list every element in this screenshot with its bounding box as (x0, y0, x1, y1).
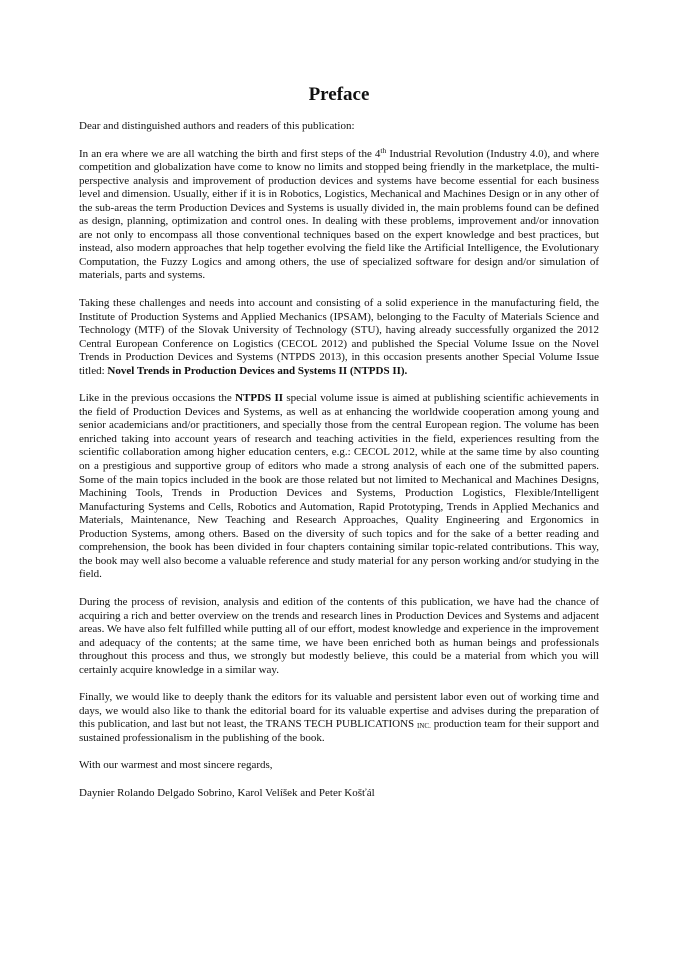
paragraph-1-text-a: In an era where we are all watching the birth and first steps of the 4 (79, 147, 381, 160)
paragraph-3-text-b: special volume issue is aimed at publishing scientific achievements in the field of Production Devices and Systems, as well as at enhancing the worldwide cooperation among young and senior academicians and/or practitioners, and specially those from the central European region. The volume has been enriched taking into account years of research and teaching activities in the field, experiences resulting from the scientific collaboration among higher education centers, e.g.: CECOL 2012, while at the same time by also counting on a prestigious and supportive group of editors who made a strong analysis of each one of the submitted papers. Some of the main topics included in the book are those related but not limited to Mechanical and Machines Designs, Machining Tools, Trends in Production Devices and Systems, Production Logistics, Flexible/Intelligent Manufacturing Systems and Cells, Robotics and Automation, Rapid Prototyping, Trends in Applied Mechanics and Materials, Maintenance, New Teaching and Research Approaches, Quality Engineering and Ergonomics in Production Systems, among others. Based on the diversity of such topics and for the sake of a better reading and comprehension, the book has been divided in four chapters containing similar topic-related contributions. This way, the book may well also become a valuable reference and study material for any person working and/or studying in the field. (79, 392, 599, 581)
paragraph-5-text-a: Finally, we would like to deeply thank the editors for its valuable and persistent labor even out of working time and days, we would also like to thank the editorial board for its valuable expertise and advises during the preparation of this publication, and last but not least, the TRANS TECH PUBLICATIONS (79, 691, 599, 731)
paragraph-3 (79, 392, 599, 582)
volume-title-bold: Novel Trends in Production Devices and Systems II (NTPDS II). (107, 364, 408, 377)
paragraph-3-text-a: Like in the previous occasions the (79, 392, 236, 405)
paragraph-2 (79, 297, 599, 378)
preface-page (79, 84, 599, 815)
ntpds-ii-bold: NTPDS II (235, 392, 284, 405)
closing-line: With our warmest and most sincere regards, (79, 759, 273, 772)
author-names: Daynier Rolando Delgado Sobrino, Karol Velíšek and Peter Košťál (79, 786, 375, 799)
page-title: Preface (308, 84, 370, 105)
paragraph-2-text: Taking these challenges and needs into account and consisting of a solid experience in the manufacturing field, the Institute of Production Systems and Applied Mechanics (IPSAM), belonging to the Faculty of Materials Science and Technology (MTF) of the Slovak University of Technology (STU), having already successfully organized the 2012 Central European Conference on Logistics (CECOL 2012) and published the Special Volume Issue on the Novel Trends in Production Devices and Systems (NTPDS 2013), in this occasion presents another Special Volume Issue titled: (79, 297, 599, 377)
paragraph-5 (79, 691, 599, 745)
paragraph-1-text-b: Industrial Revolution (Industry 4.0), and where competition and globalization have come to know no limits and stopped being friendly in the marketplace, the multi-perspective analysis and improvement of production devices and systems have become essential for each business level and dimension. Usually, either if it is in Robotics, Logistics, Mechanical and Machines Design or in any other of the sub-areas the term Production Devices and Systems is usually divided in, the main problems found can be defined as design, planning, optimization and control ones. In dealing with these problems, improvement and/or innovation are not only to encompass all those conventional techniques based on the expert knowledge and best practices, but instead, also modern approaches that help together evolving the field like the Artificial Intelligence, the Evolutionary Computation, the Fuzzy Logics and among others, the use of specialized software for design and/or simulation of materials, parts and systems. (79, 147, 599, 282)
paragraph-5-text-b: production team for their support and sustained professionalism in the publishing of the book. (79, 718, 599, 744)
paragraph-4: During the process of revision, analysis and edition of the contents of this publication, we have had the chance of acquiring a rich and better overview on the trends and research lines in Production Devices and Systems and adjacent areas. We have also felt fulfilled while putting all of our effort, modest knowledge and experience in the improvement and adequacy of the contents; at the same time, we have been enriched both as human beings and professionals throughout this process and thus, we strongly but modestly believe, this could be a material from which you will certainly acquire knowledge in a similar way. (79, 595, 599, 676)
greeting: Dear and distinguished authors and readers of this publication: (79, 120, 355, 132)
paragraph-1 (79, 145, 599, 283)
subscript-inc: INC. (417, 722, 431, 731)
superscript-th: th (380, 145, 387, 155)
